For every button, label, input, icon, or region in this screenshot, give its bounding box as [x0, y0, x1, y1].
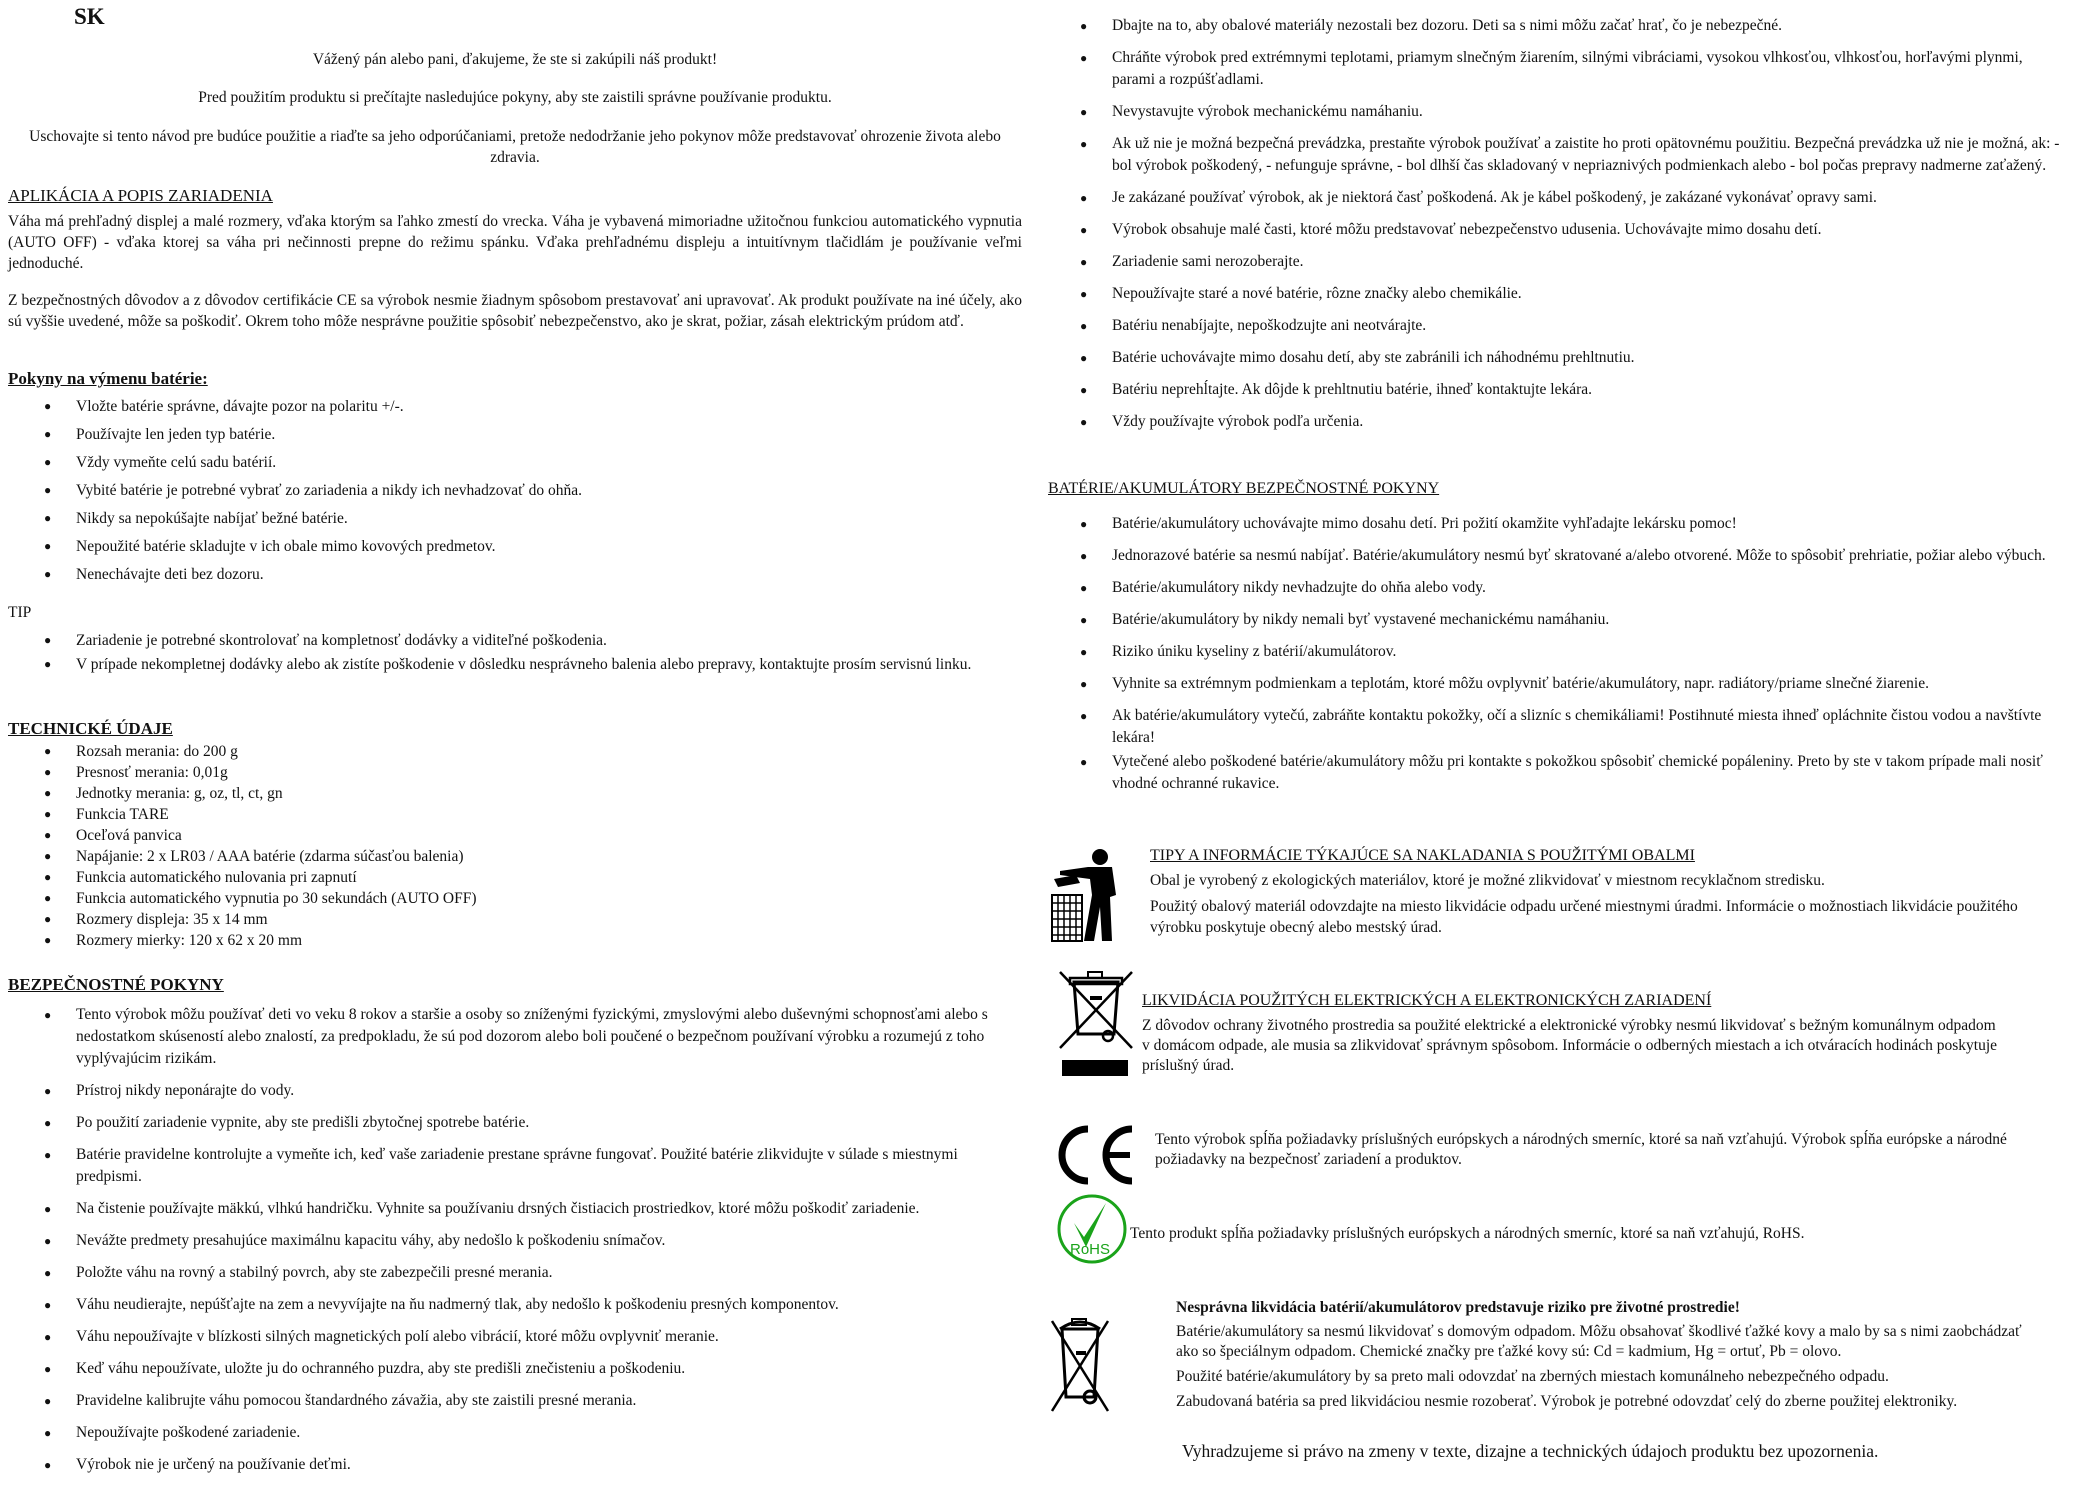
tidyman-trash-icon	[1050, 845, 1130, 945]
list-item: ● Prístroj nikdy neponárajte do vody.	[8, 1080, 1022, 1102]
technical-heading: TECHNICKÉ ÚDAJE	[8, 719, 173, 738]
battery-disposal-text: Zabudovaná batéria sa pred likvidáciou nesmie rozoberať. Výrobok je potrebné odovzdať celý do zberne použitej elektroniky.	[1176, 1393, 1958, 1410]
disclaimer: Vyhradzujeme si právo na zmeny v texte, dizajne a technických údajoch produktu bez upozornenia.	[1182, 1441, 1879, 1461]
safety-list-left	[8, 1004, 1022, 1476]
list-item: ● Zariadenie sami nerozoberajte.	[1042, 251, 2062, 273]
intro-keep-manual: Uschovajte si tento návod pre budúce použitie a riaďte sa jeho odporúčaniami, pretože nedodržanie jeho pokynov môže predstavovať ohrozenie života alebo zdravia.	[29, 128, 1001, 166]
list-item: ● Zariadenie je potrebné skontrolovať na kompletnosť dodávky a viditeľné poškodenia.	[8, 630, 1022, 651]
list-item: ● Vložte batérie správne, dávajte pozor na polaritu +/-.	[8, 396, 1022, 424]
list-item: ● Tento výrobok môžu používať deti vo veku 8 rokov a staršie a osoby so zníženými fyzickými, zmyslovými alebo duševnými schopnosťami alebo s nedostatkom skúseností alebo znalostí, za predpokladu, že sú pod dozorom alebo boli poučené o bezpečnom používaní výrobku a rozumejú z toho vyplývajúcim rizikám.	[8, 1004, 1022, 1070]
rohs-logo	[1056, 1193, 1128, 1265]
list-item: ● Po použití zariadenie vypnite, aby ste predišli zbytočnej spotrebe batérie.	[8, 1112, 1022, 1134]
list-item: ● Keď váhu nepoužívate, uložte ju do ochranného puzdra, aby ste predišli znečisteniu a poškodeniu.	[8, 1358, 1022, 1380]
application-paragraph: Z bezpečnostných dôvodov a z dôvodov certifikácie CE sa výrobok nesmie žiadnym spôsobom prestavovať ani upravovať. Ak produkt používate na iné účely, ako sú vyššie uvedené, môže sa poškodiť. Okrem toho môže nesprávne použitie spôsobiť nebezpečenstvo, ako je skrat, požiar, zásah elektrickým prúdom atď.	[8, 292, 1022, 330]
battery-disposal-text: Použité batérie/akumulátory by sa preto mali odovzdať na zberných miestach komunálneho nebezpečného odpadu.	[1176, 1368, 1889, 1385]
spec-item: ● Rozsah merania: do 200 g	[8, 741, 1022, 762]
crossed-bin-icon	[1050, 1315, 1110, 1415]
battery-replacement-heading: Pokyny na výmenu batérie:	[8, 369, 208, 388]
list-item: ● Pravidelne kalibrujte váhu pomocou štandardného závažia, aby ste zaistili presné merania.	[8, 1390, 1022, 1412]
list-item: ● Ak už nie je možná bezpečná prevádzka, prestaňte výrobok používať a zaistite ho proti opätovnému použitiu. Bezpečná prevádzka už nie je možná, ak: - bol výrobok poškodený, - nefunguje správne, - bol dlhší čas skladovaný v nepriaznivých podmienkach alebo - bol počas prepravy nadmerne zaťažený.	[1042, 133, 2062, 177]
intro-read-instructions: Pred použitím produktu si prečítajte nasledujúce pokyny, aby ste zaistili správne používanie produktu.	[198, 89, 832, 106]
battery-safety-heading: BATÉRIE/AKUMULÁTORY BEZPEČNOSTNÉ POKYNY	[1048, 480, 1440, 497]
spec-item: ● Rozmery mierky: 120 x 62 x 20 mm	[8, 930, 1022, 951]
application-paragraph: Váha má prehľadný displej a malé rozmery, vďaka ktorým sa ľahko zmestí do vrecka. Váha je vybavená mimoriadne užitočnou funkciou automatického vypnutia (AUTO OFF) - vďaka ktorej sa váha pri nečinnosti prepne do režimu spánku. Vďaka prehľadnému displeju a intuitívnym tlačidlám je používanie veľmi jednoduché.	[8, 213, 1022, 272]
battery-disposal-heading: Nesprávna likvidácia batérií/akumulátorov predstavuje riziko pre životné prostredie!	[1176, 1299, 1740, 1316]
weee-text: Z dôvodov ochrany životného prostredia sa použité elektrické a elektronické výrobky nesmú likvidovať s bežným komunálnym odpadom v domácom odpade, ale musia sa zlikvidovať správnym spôsobom. Informácie o odberných miestach a ich otváracích hodinách poskytuje príslušný úrad.	[1142, 1017, 1998, 1074]
list-item: ● Dbajte na to, aby obalové materiály nezostali bez dozoru. Deti sa s nimi môžu začať hrať, čo je nebezpečné.	[1042, 15, 2062, 37]
list-item: ● Batérie uchovávajte mimo dosahu detí, aby ste zabránili ich náhodnému prehltnutiu.	[1042, 347, 2062, 369]
packaging-text: Použitý obalový materiál odovzdajte na miesto likvidácie odpadu určené miestnymi úradmi. Informácie o možnostiach likvidácie použitého výrobku poskytuje obecný alebo mestský úrad.	[1150, 898, 2018, 936]
intro-greeting: Vážený pán alebo pani, ďakujeme, že ste si zakúpili náš produkt!	[312, 51, 718, 68]
list-item: ● Výrobok nie je určený na používanie deťmi.	[8, 1454, 1022, 1476]
list-item: ● Batérie/akumulátory nikdy nevhadzujte do ohňa alebo vody.	[1042, 577, 2062, 599]
safety-list-right	[1042, 15, 2062, 433]
list-item: ● Váhu neudierajte, nepúšťajte na zem a nevyvíjajte na ňu nadmerný tlak, aby nedošlo k poškodeniu presných komponentov.	[8, 1294, 1022, 1316]
list-item: ● Batérie/akumulátory by nikdy nemali byť vystavené mechanickému namáhaniu.	[1042, 609, 2062, 631]
battery-disposal-text: Batérie/akumulátory sa nesmú likvidovať s domovým odpadom. Môžu obsahovať škodlivé ťažké kovy a malo by sa s nimi zaobchádzať ako so špeciálnym odpadom. Chemické značky pre ťažké kovy sú: Cd = kadmium, Hg = ortuť, Pb = olovo.	[1176, 1323, 2022, 1360]
list-item: ● Nevystavujte výrobok mechanickému namáhaniu.	[1042, 101, 2062, 123]
tip-heading: TIP	[8, 604, 32, 621]
list-item: ● Položte váhu na rovný a stabilný povrch, aby ste zabezpečili presné merania.	[8, 1262, 1022, 1284]
list-item: ● Nikdy sa nepokúšajte nabíjať bežné batérie.	[8, 508, 1022, 536]
list-item: ● Batériu nenabíjajte, nepoškodzujte ani neotvárajte.	[1042, 315, 2062, 337]
crossed-bin-icon	[1058, 970, 1138, 1082]
spec-item: ● Funkcia TARE	[8, 804, 1022, 825]
ce-text: Tento výrobok spĺňa požiadavky príslušných európskych a národných smerníc, ktoré sa naň vzťahujú. Výrobok spĺňa európske a národné požiadavky na bezpečnosť zariadení a produktov.	[1155, 1131, 2007, 1168]
tip-list	[8, 630, 1022, 675]
spec-item: ● Presnosť merania: 0,01g	[8, 762, 1022, 783]
packaging-text: Obal je vyrobený z ekologických materiálov, ktoré je možné zlikvidovať v miestnom recyklačnom stredisku.	[1150, 872, 1825, 889]
list-item: ● Riziko úniku kyseliny z batérií/akumulátorov.	[1042, 641, 2062, 663]
list-item: ● Batériu neprehĺtajte. Ak dôjde k prehltnutiu batérie, ihneď kontaktujte lekára.	[1042, 379, 2062, 401]
list-item: ● Nenechávajte deti bez dozoru.	[8, 564, 1022, 592]
spec-item: ● Jednotky merania: g, oz, tl, ct, gn	[8, 783, 1022, 804]
weee-heading: LIKVIDÁCIA POUŽITÝCH ELEKTRICKÝCH A ELEKTRONICKÝCH ZARIADENÍ	[1142, 992, 1712, 1009]
list-item: ● Na čistenie používajte mäkkú, vlhkú handričku. Vyhnite sa používaniu drsných čistiacich prostriedkov, ktoré môžu poškodiť zariadenie.	[8, 1198, 1022, 1220]
list-item: ● Vytečené alebo poškodené batérie/akumulátory môžu pri kontakte s pokožkou spôsobiť chemické popáleniny. Preto by ste v takom prípade mali nosiť vhodné ochranné rukavice.	[1042, 751, 2062, 795]
list-item: ● Batérie/akumulátory uchovávajte mimo dosahu detí. Pri požití okamžite vyhľadajte lekársku pomoc!	[1042, 513, 2062, 535]
list-item: ● Batérie pravidelne kontrolujte a vymeňte ich, keď vaše zariadenie prestane správne fungovať. Použité batérie zlikvidujte v súlade s miestnymi predpismi.	[8, 1144, 1022, 1188]
safety-heading: BEZPEČNOSTNÉ POKYNY	[8, 975, 224, 994]
list-item: ● V prípade nekompletnej dodávky alebo ak zistíte poškodenie v dôsledku nesprávneho balenia alebo prepravy, kontaktujte prosím servisnú linku.	[8, 654, 1022, 675]
list-item: ● Nepoužívajte poškodené zariadenie.	[8, 1422, 1022, 1444]
spec-item: ● Rozmery displeja: 35 x 14 mm	[8, 909, 1022, 930]
language-code: SK	[74, 4, 105, 29]
list-item: ● Vyhnite sa extrémnym podmienkam a teplotám, ktoré môžu ovplyvniť batérie/akumulátory, napr. radiátory/priame slnečné žiarenie.	[1042, 673, 2062, 695]
list-item: ● Vybité batérie je potrebné vybrať zo zariadenia a nikdy ich nevhadzovať do ohňa.	[8, 480, 1022, 508]
application-heading: APLIKÁCIA A POPIS ZARIADENIA	[8, 186, 273, 205]
list-item: ● Nepoužité batérie skladujte v ich obale mimo kovových predmetov.	[8, 536, 1022, 564]
spec-item: ● Oceľová panvica	[8, 825, 1022, 846]
list-item: ● Ak batérie/akumulátory vytečú, zabráňte kontaktu pokožky, očí a slizníc s chemikáliami! Postihnuté miesta ihneď opláchnite čistou vodou a navštívte lekára!	[1042, 705, 2062, 749]
ce-mark-icon	[1058, 1125, 1138, 1185]
list-item: ● Jednorazové batérie sa nesmú nabíjať. Batérie/akumulátory nesmú byť skratované a/alebo otvorené. Môže to spôsobiť prehriatie, požiar alebo výbuch.	[1042, 545, 2062, 567]
technical-list	[8, 741, 1022, 951]
spec-item: ● Napájanie: 2 x LR03 / AAA batérie (zdarma súčasťou balenia)	[8, 846, 1022, 867]
list-item: ● Výrobok obsahuje malé časti, ktoré môžu predstavovať nebezpečenstvo udusenia. Uchovávajte mimo dosahu detí.	[1042, 219, 2062, 241]
list-item: ● Váhu nepoužívajte v blízkosti silných magnetických polí alebo vibrácií, ktoré môžu ovplyvniť meranie.	[8, 1326, 1022, 1348]
list-item: ● Používajte len jeden typ batérie.	[8, 424, 1022, 452]
packaging-heading: TIPY A INFORMÁCIE TÝKAJÚCE SA NAKLADANIA S POUŽITÝMI OBALMI	[1150, 847, 1695, 864]
list-item: ● Je zakázané používať výrobok, ak je niektorá časť poškodená. Ak je kábel poškodený, je zakázané vykonávať opravy sami.	[1042, 187, 2062, 209]
list-item: ● Nepoužívajte staré a nové batérie, rôzne značky alebo chemikálie.	[1042, 283, 2062, 305]
list-item: ● Nevážte predmety presahujúce maximálnu kapacitu váhy, aby nedošlo k poškodeniu snímačov.	[8, 1230, 1022, 1252]
rohs-text: Tento produkt spĺňa požiadavky príslušných európskych a národných smerníc, ktoré sa naň vzťahujú, RoHS.	[1130, 1225, 1805, 1242]
list-item: ● Vždy vymeňte celú sadu batérií.	[8, 452, 1022, 480]
battery-replacement-list	[8, 396, 1022, 592]
spec-item: ● Funkcia automatického vypnutia po 30 sekundách (AUTO OFF)	[8, 888, 1022, 909]
spec-item: ● Funkcia automatického nulovania pri zapnutí	[8, 867, 1022, 888]
rohs-logo-text: RoHS	[1070, 1241, 1111, 1258]
battery-safety-list	[1042, 513, 2062, 795]
list-item: ● Vždy používajte výrobok podľa určenia.	[1042, 411, 2062, 433]
list-item: ● Chráňte výrobok pred extrémnymi teplotami, priamym slnečným žiarením, silnými vibráciami, vysokou vlhkosťou, vlhkosťou, horľavými plynmi, parami a rozpúšťadlami.	[1042, 47, 2062, 91]
